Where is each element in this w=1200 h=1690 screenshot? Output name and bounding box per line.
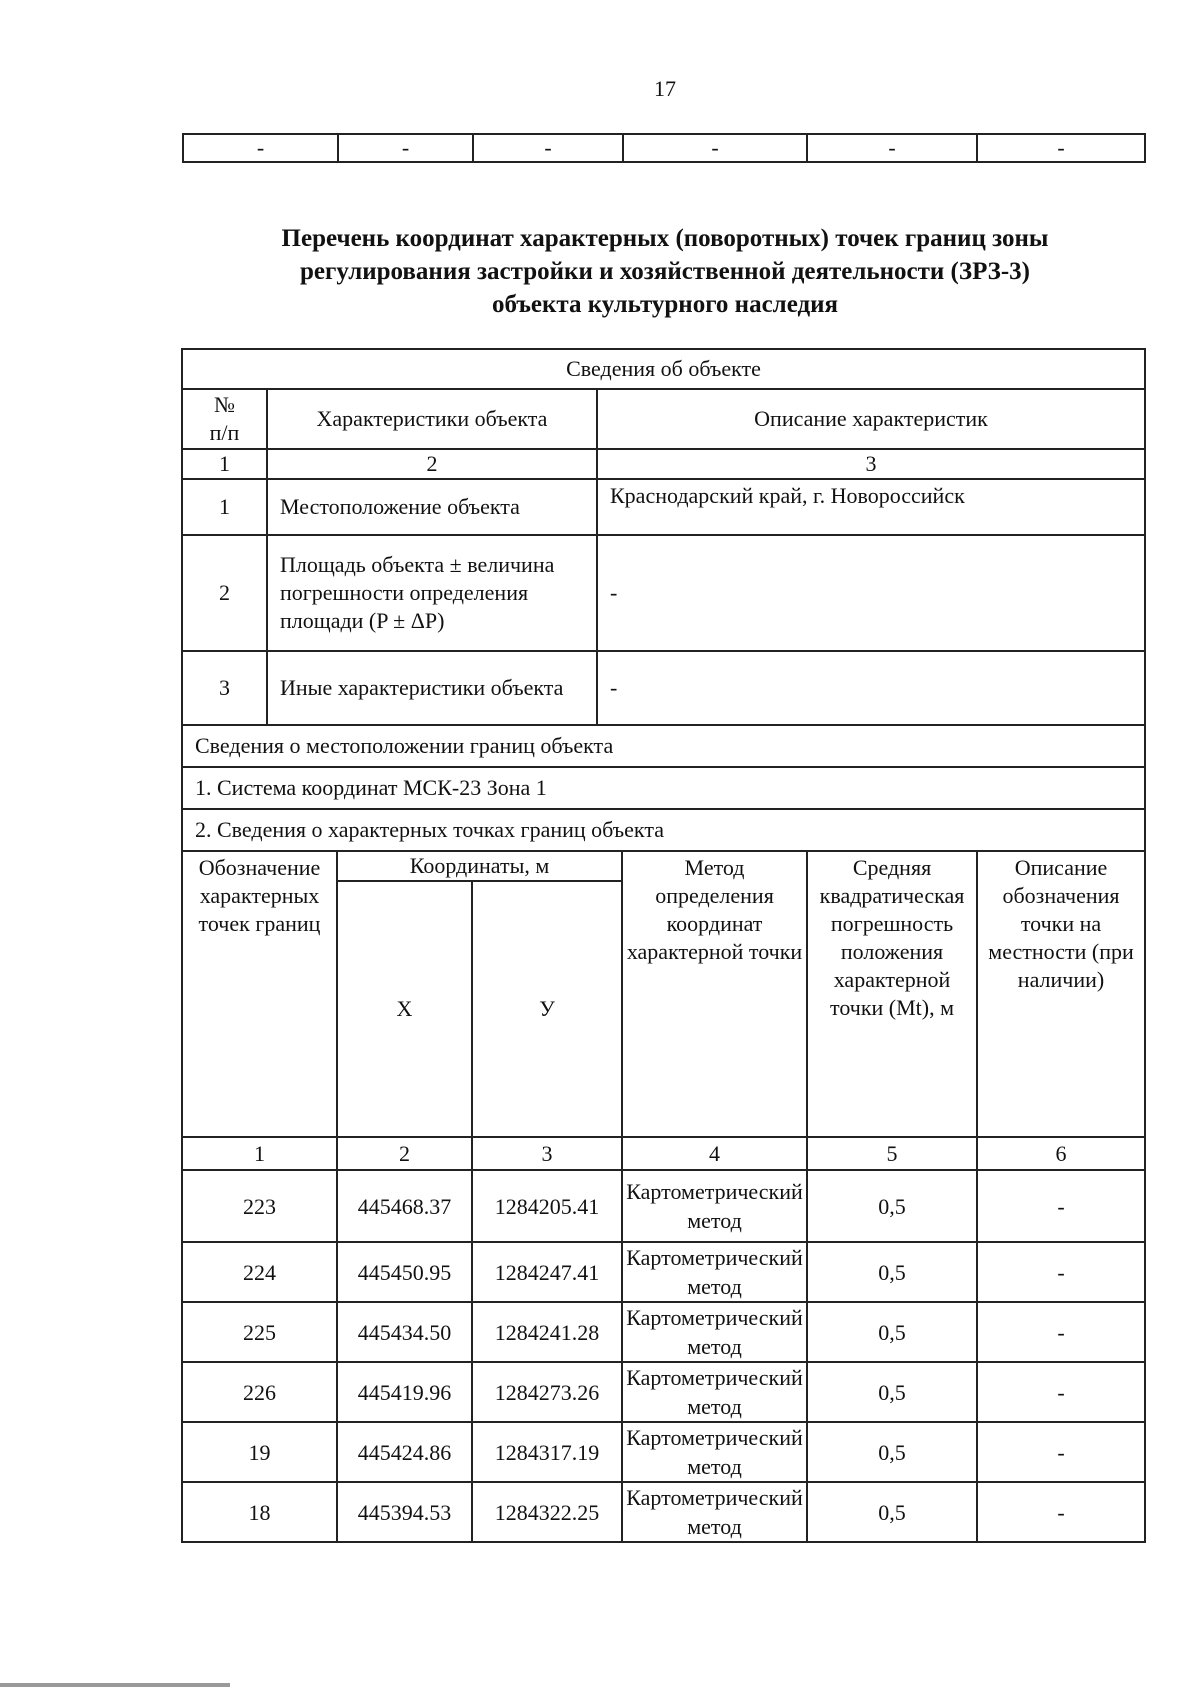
- point-y: 1284241.28: [472, 1302, 622, 1362]
- column-header-coordinates: Координаты, м: [337, 851, 622, 881]
- column-number: 4: [622, 1137, 807, 1170]
- column-header-designation: Обозначение характерных точек границ: [182, 851, 337, 1137]
- characteristic-cell: Иные характеристики объекта: [267, 651, 597, 725]
- point-method: Картометрический метод: [622, 1242, 807, 1302]
- description-cell: Краснодарский край, г. Новороссийск: [597, 479, 1145, 535]
- table-cell: -: [473, 134, 623, 162]
- table-row: [183, 134, 1145, 162]
- point-x: 445450.95: [337, 1242, 472, 1302]
- row-number: 1: [182, 479, 267, 535]
- point-description: -: [977, 1422, 1145, 1482]
- point-error: 0,5: [807, 1422, 977, 1482]
- column-header-description: Описание обозначения точки на местности (при наличии): [977, 851, 1145, 1137]
- table-row: [182, 1137, 1145, 1170]
- point-x: 445419.96: [337, 1362, 472, 1422]
- point-error: 0,5: [807, 1362, 977, 1422]
- point-id: 226: [182, 1362, 337, 1422]
- continuation-table-row: [182, 133, 1146, 163]
- point-method: Картометрический метод: [622, 1422, 807, 1482]
- column-number: 2: [337, 1137, 472, 1170]
- point-x: 445394.53: [337, 1482, 472, 1542]
- characteristic-cell: Площадь объекта ± величина погрешности определения площади (P ± ΔP): [267, 535, 597, 651]
- column-number: 2: [267, 449, 597, 479]
- table-row: [182, 725, 1145, 767]
- column-header-error: Средняя квадратическая погрешность положения характерной точки (Mt), м: [807, 851, 977, 1137]
- point-error: 0,5: [807, 1242, 977, 1302]
- point-id: 225: [182, 1302, 337, 1362]
- row-number: 2: [182, 535, 267, 651]
- point-id: 19: [182, 1422, 337, 1482]
- point-method: Картометрический метод: [622, 1362, 807, 1422]
- scan-edge-mark: [0, 1683, 230, 1687]
- title-line: регулирования застройки и хозяйственной деятельности (ЗРЗ-3): [299, 258, 1030, 285]
- point-error: 0,5: [807, 1302, 977, 1362]
- table-row: [182, 389, 1145, 449]
- point-id: 18: [182, 1482, 337, 1542]
- column-number: 5: [807, 1137, 977, 1170]
- table-row: [182, 1170, 1145, 1242]
- points-section-header: 2. Сведения о характерных точках границ объекта: [182, 809, 1145, 851]
- point-description: -: [977, 1242, 1145, 1302]
- point-x: 445434.50: [337, 1302, 472, 1362]
- column-header-y: У: [472, 881, 622, 1137]
- column-number: 3: [597, 449, 1145, 479]
- column-number: 6: [977, 1137, 1145, 1170]
- point-description: -: [977, 1482, 1145, 1542]
- point-y: 1284322.25: [472, 1482, 622, 1542]
- table-row: [182, 767, 1145, 809]
- point-description: -: [977, 1170, 1145, 1242]
- object-info-table: [181, 348, 1146, 852]
- point-x: 445424.86: [337, 1422, 472, 1482]
- document-title: [160, 222, 1170, 321]
- point-y: 1284247.41: [472, 1242, 622, 1302]
- point-y: 1284205.41: [472, 1170, 622, 1242]
- header-text: №: [214, 392, 235, 417]
- table-row: [182, 535, 1145, 651]
- column-header-method: Метод определения координат характерной точки: [622, 851, 807, 1137]
- table-cell: -: [338, 134, 473, 162]
- point-description: -: [977, 1302, 1145, 1362]
- column-header-x: Х: [337, 881, 472, 1137]
- point-id: 224: [182, 1242, 337, 1302]
- table-row: [182, 1242, 1145, 1302]
- column-header-description: Описание характеристик: [597, 389, 1145, 449]
- column-header-characteristics: Характеристики объекта: [267, 389, 597, 449]
- page-number: 17: [654, 76, 676, 101]
- table-row: [182, 651, 1145, 725]
- description-cell: -: [597, 651, 1145, 725]
- table-row: [182, 809, 1145, 851]
- point-x: 445468.37: [337, 1170, 472, 1242]
- table-row: [182, 851, 1145, 881]
- location-section-header: Сведения о местоположении границ объекта: [182, 725, 1145, 767]
- column-header-num: [182, 389, 267, 449]
- section-header: Сведения об объекте: [182, 349, 1145, 389]
- table-cell: -: [807, 134, 977, 162]
- point-error: 0,5: [807, 1170, 977, 1242]
- point-id: 223: [182, 1170, 337, 1242]
- table-row: [182, 449, 1145, 479]
- point-error: 0,5: [807, 1482, 977, 1542]
- title-line: Перечень координат характерных (поворотных) точек границ зоны: [281, 225, 1049, 252]
- table-cell: -: [623, 134, 807, 162]
- point-description: -: [977, 1362, 1145, 1422]
- characteristic-cell: Местоположение объекта: [267, 479, 597, 535]
- table-cell: -: [977, 134, 1145, 162]
- table-row: [182, 1302, 1145, 1362]
- row-number: 3: [182, 651, 267, 725]
- description-cell: -: [597, 535, 1145, 651]
- table-row: [182, 1362, 1145, 1422]
- point-y: 1284273.26: [472, 1362, 622, 1422]
- point-method: Картометрический метод: [622, 1482, 807, 1542]
- point-method: Картометрический метод: [622, 1302, 807, 1362]
- column-number: 1: [182, 449, 267, 479]
- table-row: [182, 1482, 1145, 1542]
- coordinate-system: 1. Система координат МСК-23 Зона 1: [182, 767, 1145, 809]
- point-y: 1284317.19: [472, 1422, 622, 1482]
- point-method: Картометрический метод: [622, 1170, 807, 1242]
- table-row: [182, 1422, 1145, 1482]
- column-number: 3: [472, 1137, 622, 1170]
- table-cell: -: [183, 134, 338, 162]
- title-line: объекта культурного наследия: [491, 291, 839, 318]
- table-row: [182, 349, 1145, 389]
- points-table: [181, 850, 1146, 1543]
- header-text: п/п: [209, 420, 240, 445]
- column-number: 1: [182, 1137, 337, 1170]
- table-row: [182, 479, 1145, 535]
